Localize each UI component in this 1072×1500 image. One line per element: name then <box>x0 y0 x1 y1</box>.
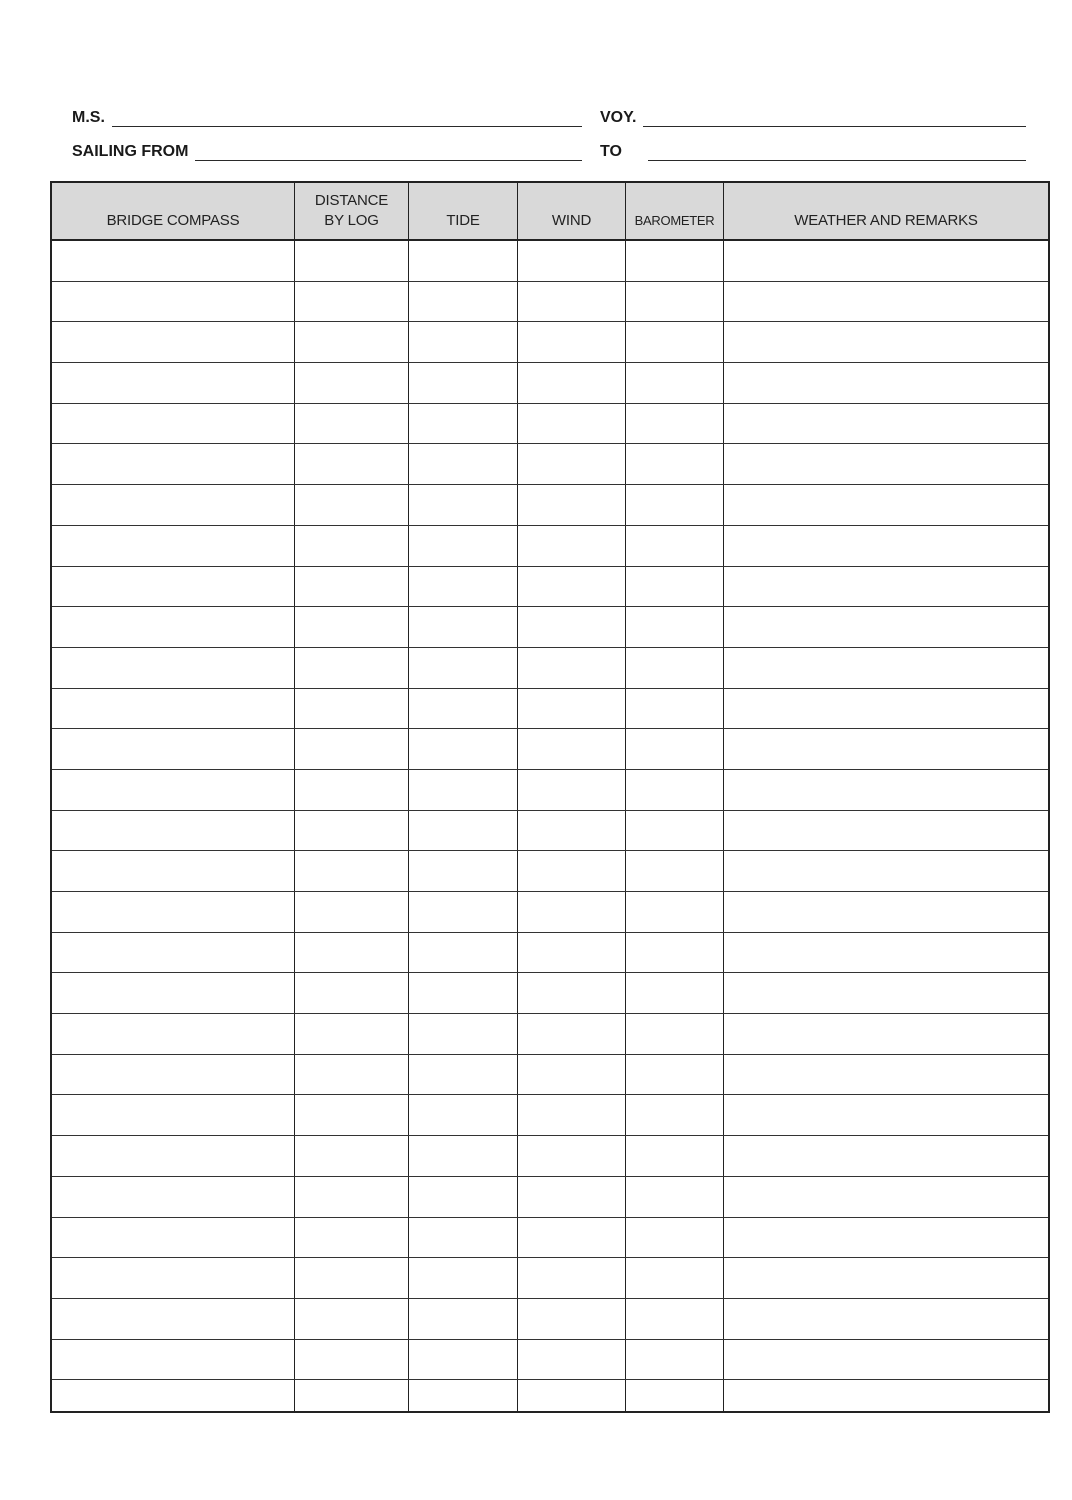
barometer-cell[interactable] <box>626 1258 724 1298</box>
bridge-compass-cell[interactable] <box>52 1014 295 1054</box>
wind-cell[interactable] <box>518 648 626 688</box>
tide-cell[interactable] <box>409 322 518 362</box>
barometer-cell[interactable] <box>626 892 724 932</box>
barometer-cell[interactable] <box>626 363 724 403</box>
tide-cell[interactable] <box>409 1055 518 1095</box>
barometer-cell[interactable] <box>626 648 724 688</box>
weather-and-remarks-cell[interactable] <box>724 851 1048 891</box>
table-row <box>52 607 1048 648</box>
tide-cell[interactable] <box>409 1258 518 1298</box>
wind-cell[interactable] <box>518 892 626 932</box>
to-field <box>600 142 1026 161</box>
bridge-compass-cell[interactable] <box>52 648 295 688</box>
table-row <box>52 892 1048 933</box>
distance-by-log-cell[interactable] <box>295 973 409 1013</box>
table-row <box>52 404 1048 445</box>
table-row <box>52 1380 1048 1411</box>
table-row <box>52 485 1048 526</box>
bridge-compass-cell[interactable] <box>52 1258 295 1298</box>
bridge-compass-cell[interactable] <box>52 729 295 769</box>
bridge-compass-cell[interactable] <box>52 1380 295 1411</box>
weather-and-remarks-cell[interactable] <box>724 404 1048 444</box>
tide-cell[interactable] <box>409 933 518 973</box>
wind-cell[interactable] <box>518 607 626 647</box>
tide-cell[interactable] <box>409 1380 518 1411</box>
ms-input-line[interactable] <box>112 108 582 127</box>
weather-and-remarks-cell[interactable] <box>724 1258 1048 1298</box>
distance-by-log-cell[interactable] <box>295 689 409 729</box>
barometer-cell[interactable] <box>626 1177 724 1217</box>
distance-by-log-cell[interactable] <box>295 241 409 281</box>
weather-and-remarks-cell[interactable] <box>724 770 1048 810</box>
wind-cell[interactable] <box>518 567 626 607</box>
wind-cell[interactable] <box>518 689 626 729</box>
distance-by-log-cell[interactable] <box>295 1055 409 1095</box>
wind-cell[interactable] <box>518 1340 626 1380</box>
weather-and-remarks-cell[interactable] <box>724 689 1048 729</box>
table-row <box>52 1177 1048 1218</box>
table-header-row <box>52 183 1048 241</box>
bridge-compass-cell[interactable] <box>52 851 295 891</box>
wind-cell[interactable] <box>518 933 626 973</box>
bridge-compass-cell[interactable] <box>52 241 295 281</box>
barometer-cell[interactable] <box>626 1095 724 1135</box>
barometer-cell[interactable] <box>626 1380 724 1411</box>
bridge-compass-cell[interactable] <box>52 404 295 444</box>
tide-cell[interactable] <box>409 1095 518 1135</box>
wind-cell[interactable] <box>518 485 626 525</box>
barometer-cell[interactable] <box>626 526 724 566</box>
table-row <box>52 851 1048 892</box>
table-body <box>52 241 1048 1411</box>
wind-cell[interactable] <box>518 444 626 484</box>
bridge-compass-cell[interactable] <box>52 1177 295 1217</box>
tide-cell[interactable] <box>409 404 518 444</box>
bridge-compass-cell[interactable] <box>52 1299 295 1339</box>
weather-and-remarks-cell[interactable] <box>724 729 1048 769</box>
barometer-cell[interactable] <box>626 933 724 973</box>
table-row <box>52 567 1048 608</box>
bridge-compass-cell[interactable] <box>52 607 295 647</box>
bridge-compass-cell[interactable] <box>52 485 295 525</box>
wind-cell[interactable] <box>518 973 626 1013</box>
table-row <box>52 770 1048 811</box>
wind-cell[interactable] <box>518 1055 626 1095</box>
barometer-cell[interactable] <box>626 729 724 769</box>
table-row <box>52 444 1048 485</box>
table-row <box>52 526 1048 567</box>
distance-by-log-cell[interactable] <box>295 444 409 484</box>
distance-by-log-cell[interactable] <box>295 1136 409 1176</box>
table-row <box>52 1136 1048 1177</box>
weather-and-remarks-cell[interactable] <box>724 363 1048 403</box>
distance-by-log-cell[interactable] <box>295 1177 409 1217</box>
barometer-cell[interactable] <box>626 444 724 484</box>
distance-by-log-cell[interactable] <box>295 404 409 444</box>
wind-cell[interactable] <box>518 1177 626 1217</box>
bridge-compass-cell[interactable] <box>52 933 295 973</box>
weather-and-remarks-cell[interactable] <box>724 1014 1048 1054</box>
weather-and-remarks-cell[interactable] <box>724 648 1048 688</box>
wind-cell[interactable] <box>518 1299 626 1339</box>
distance-by-log-cell[interactable] <box>295 607 409 647</box>
weather-and-remarks-cell[interactable] <box>724 1218 1048 1258</box>
weather-and-remarks-cell[interactable] <box>724 892 1048 932</box>
barometer-cell[interactable] <box>626 322 724 362</box>
wind-cell[interactable] <box>518 770 626 810</box>
barometer-cell[interactable] <box>626 1218 724 1258</box>
to-label: TO <box>600 143 622 160</box>
tide-cell[interactable] <box>409 485 518 525</box>
tide-cell[interactable] <box>409 241 518 281</box>
distance-by-log-cell[interactable] <box>295 567 409 607</box>
barometer-cell[interactable] <box>626 241 724 281</box>
distance-by-log-cell[interactable] <box>295 811 409 851</box>
weather-and-remarks-cell[interactable] <box>724 567 1048 607</box>
distance-by-log-cell[interactable] <box>295 729 409 769</box>
table-row <box>52 1218 1048 1259</box>
bridge-compass-cell[interactable] <box>52 1136 295 1176</box>
weather-and-remarks-cell[interactable] <box>724 241 1048 281</box>
barometer-cell[interactable] <box>626 973 724 1013</box>
tide-cell[interactable] <box>409 1299 518 1339</box>
weather-and-remarks-cell[interactable] <box>724 1055 1048 1095</box>
tide-cell[interactable] <box>409 444 518 484</box>
barometer-cell[interactable] <box>626 567 724 607</box>
bridge-compass-cell[interactable] <box>52 444 295 484</box>
wind-cell[interactable] <box>518 1218 626 1258</box>
barometer-cell[interactable] <box>626 689 724 729</box>
weather-and-remarks-cell[interactable] <box>724 811 1048 851</box>
bridge-compass-cell[interactable] <box>52 973 295 1013</box>
tide-cell[interactable] <box>409 689 518 729</box>
wind-cell[interactable] <box>518 526 626 566</box>
distance-by-log-cell[interactable] <box>295 1095 409 1135</box>
tide-cell[interactable] <box>409 729 518 769</box>
tide-cell[interactable] <box>409 1136 518 1176</box>
tide-cell[interactable] <box>409 567 518 607</box>
distance-by-log-cell[interactable] <box>295 1299 409 1339</box>
tide-cell[interactable] <box>409 1218 518 1258</box>
tide-cell[interactable] <box>409 770 518 810</box>
distance-by-log-cell[interactable] <box>295 526 409 566</box>
wind-cell[interactable] <box>518 282 626 322</box>
table-row <box>52 241 1048 282</box>
table-row <box>52 1055 1048 1096</box>
weather-and-remarks-cell[interactable] <box>724 973 1048 1013</box>
bridge-compass-cell[interactable] <box>52 1095 295 1135</box>
table-row <box>52 1340 1048 1381</box>
header-wind: WIND <box>518 183 626 239</box>
tide-cell[interactable] <box>409 811 518 851</box>
wind-cell[interactable] <box>518 811 626 851</box>
distance-by-log-cell[interactable] <box>295 322 409 362</box>
log-table <box>50 181 1050 1413</box>
table-row <box>52 689 1048 730</box>
wind-cell[interactable] <box>518 1380 626 1411</box>
weather-and-remarks-cell[interactable] <box>724 1136 1048 1176</box>
wind-cell[interactable] <box>518 1136 626 1176</box>
table-row <box>52 811 1048 852</box>
wind-cell[interactable] <box>518 322 626 362</box>
weather-and-remarks-cell[interactable] <box>724 1340 1048 1380</box>
distance-by-log-cell[interactable] <box>295 1258 409 1298</box>
table-row <box>52 648 1048 689</box>
weather-and-remarks-cell[interactable] <box>724 526 1048 566</box>
distance-by-log-cell[interactable] <box>295 770 409 810</box>
bridge-compass-cell[interactable] <box>52 811 295 851</box>
voy-label: VOY. <box>600 109 637 126</box>
wind-cell[interactable] <box>518 404 626 444</box>
barometer-cell[interactable] <box>626 485 724 525</box>
tide-cell[interactable] <box>409 892 518 932</box>
distance-by-log-cell[interactable] <box>295 933 409 973</box>
wind-cell[interactable] <box>518 729 626 769</box>
table-row <box>52 933 1048 974</box>
ms-field <box>72 108 582 127</box>
tide-cell[interactable] <box>409 526 518 566</box>
distance-by-log-cell[interactable] <box>295 1014 409 1054</box>
weather-and-remarks-cell[interactable] <box>724 444 1048 484</box>
header-distance-by-log: DISTANCE BY LOG <box>295 183 409 239</box>
distance-by-log-cell[interactable] <box>295 851 409 891</box>
weather-and-remarks-cell[interactable] <box>724 933 1048 973</box>
wind-cell[interactable] <box>518 1014 626 1054</box>
bridge-compass-cell[interactable] <box>52 1218 295 1258</box>
barometer-cell[interactable] <box>626 1136 724 1176</box>
header-weather-and-remarks: WEATHER AND REMARKS <box>794 212 978 229</box>
weather-and-remarks-cell[interactable] <box>724 322 1048 362</box>
bridge-compass-cell[interactable] <box>52 363 295 403</box>
wind-cell[interactable] <box>518 1095 626 1135</box>
sailing-from-input-line[interactable] <box>195 142 582 161</box>
wind-cell[interactable] <box>518 363 626 403</box>
barometer-cell[interactable] <box>626 770 724 810</box>
distance-by-log-cell[interactable] <box>295 1340 409 1380</box>
sailing-from-label: SAILING FROM <box>72 143 189 160</box>
tide-cell[interactable] <box>409 648 518 688</box>
barometer-cell[interactable] <box>626 282 724 322</box>
wind-cell[interactable] <box>518 241 626 281</box>
distance-by-log-cell[interactable] <box>295 363 409 403</box>
wind-cell[interactable] <box>518 851 626 891</box>
table-row <box>52 1299 1048 1340</box>
distance-by-log-cell[interactable] <box>295 1218 409 1258</box>
voy-field <box>600 108 1026 127</box>
header-bridge-compass: BRIDGE COMPASS <box>52 183 295 239</box>
distance-by-log-cell[interactable] <box>295 282 409 322</box>
bridge-compass-cell[interactable] <box>52 282 295 322</box>
weather-and-remarks-cell[interactable] <box>724 282 1048 322</box>
weather-and-remarks-cell[interactable] <box>724 1380 1048 1411</box>
barometer-cell[interactable] <box>626 851 724 891</box>
distance-by-log-cell[interactable] <box>295 648 409 688</box>
bridge-compass-cell[interactable] <box>52 322 295 362</box>
table-row <box>52 282 1048 323</box>
table-row <box>52 363 1048 404</box>
sailing-from-field <box>72 142 582 161</box>
weather-and-remarks-cell[interactable] <box>724 1177 1048 1217</box>
barometer-cell[interactable] <box>626 607 724 647</box>
bridge-compass-cell[interactable] <box>52 689 295 729</box>
barometer-cell[interactable] <box>626 404 724 444</box>
weather-and-remarks-cell[interactable] <box>724 1299 1048 1339</box>
bridge-compass-cell[interactable] <box>52 770 295 810</box>
header-barometer: BAROMETER <box>626 183 724 239</box>
tide-cell[interactable] <box>409 282 518 322</box>
weather-and-remarks-cell[interactable] <box>724 485 1048 525</box>
distance-by-log-cell[interactable] <box>295 1380 409 1411</box>
ms-label: M.S. <box>72 109 105 126</box>
tide-cell[interactable] <box>409 363 518 403</box>
bridge-compass-cell[interactable] <box>52 1055 295 1095</box>
barometer-cell[interactable] <box>626 811 724 851</box>
tide-cell[interactable] <box>409 851 518 891</box>
weather-and-remarks-cell[interactable] <box>724 607 1048 647</box>
to-input-line[interactable] <box>648 142 1026 161</box>
barometer-cell[interactable] <box>626 1340 724 1380</box>
header-tide: TIDE <box>409 183 518 239</box>
table-row <box>52 1095 1048 1136</box>
voy-input-line[interactable] <box>643 108 1026 127</box>
bridge-compass-cell[interactable] <box>52 526 295 566</box>
wind-cell[interactable] <box>518 1258 626 1298</box>
tide-cell[interactable] <box>409 973 518 1013</box>
table-row <box>52 322 1048 363</box>
bridge-compass-cell[interactable] <box>52 892 295 932</box>
tide-cell[interactable] <box>409 1177 518 1217</box>
distance-by-log-cell[interactable] <box>295 485 409 525</box>
tide-cell[interactable] <box>409 1340 518 1380</box>
table-row <box>52 729 1048 770</box>
weather-and-remarks-cell[interactable] <box>724 1095 1048 1135</box>
barometer-cell[interactable] <box>626 1055 724 1095</box>
barometer-cell[interactable] <box>626 1299 724 1339</box>
tide-cell[interactable] <box>409 607 518 647</box>
distance-by-log-cell[interactable] <box>295 892 409 932</box>
table-row <box>52 1014 1048 1055</box>
tide-cell[interactable] <box>409 1014 518 1054</box>
barometer-cell[interactable] <box>626 1014 724 1054</box>
table-row <box>52 1258 1048 1299</box>
table-row <box>52 973 1048 1014</box>
bridge-compass-cell[interactable] <box>52 1340 295 1380</box>
bridge-compass-cell[interactable] <box>52 567 295 607</box>
